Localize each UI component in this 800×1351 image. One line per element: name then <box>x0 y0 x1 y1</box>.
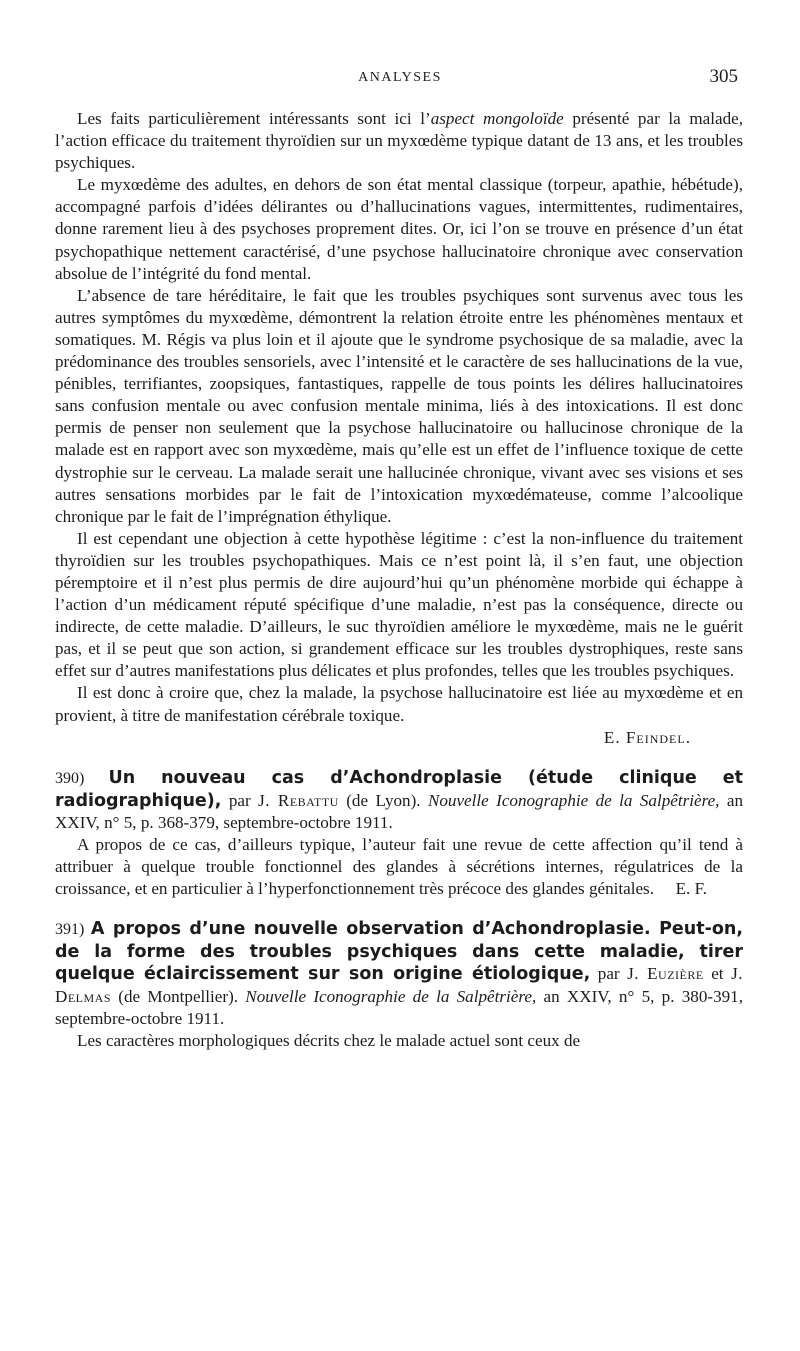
page-number: 305 <box>709 66 738 87</box>
entry-number: 391) <box>55 921 85 939</box>
entry-signature: E. F. <box>675 879 707 899</box>
paragraph: Il est donc à croire que, chez la malade, la psychose hallucinatoire est liée au myxœdème et en provient, à titre de manifestation cérébrale toxique. <box>55 683 743 725</box>
entry-title: A propos d’une nouvelle observation d’Achondroplasie. Peut-on, de la forme des troubles psychiques dans cette maladie, tirer quelque éclaircissement sur son origine étiologique, <box>55 919 743 985</box>
paragraph: Le myxœdème des adultes, en dehors de son état mental classique (torpeur, apathie, hébétude), accompagné parfois d’idées délirantes ou d’hallucinations vagues, intermittentes, rudimentaires, donne rarement lieu à des psychoses proprement dites. Or, ici l’on se trouve en présence d’un état psychopathique nettement caractérisé, d’une psychose hallucinatoire chronique avec conservation absolue de l’intégrité du fond mental. <box>55 175 743 283</box>
paragraph: Il est cependant une objection à cette hypothèse légitime : c’est la non-influence du traitement thyroïdien sur les troubles psychopathiques. Mais ce n’est point là, il s’en faut, une objection péremptoire et il n’est plus permis de dire aujourd’hui qu’un phénomène morbide qui échappe à l’action d’un médicament réputé spécifique d’une maladie, n’est pas la conséquence, directe ou indirecte, de cette maladie. D’ailleurs, le suc thyroïdien améliore le myxœdème, mais ne le guérit pas, et il se peut que son action, si grandement efficace sur les troubles dystrophiques, reste sans effet sur d’autres manifestations plus délicates et plus profondes, telles que les troubles psychiques. <box>55 528 743 681</box>
entry-author: J. Rebattu <box>258 790 339 810</box>
paragraph: Les faits particulièrement intéressants sont ici l’aspect mongoloïde présenté par la malade, l’action efficace du traitement thyroïdien sur un myxœdème typique datant de 13 ans, et les troubles psychiques. <box>55 109 743 173</box>
entry-author: J. Delmas <box>55 964 744 1006</box>
entry-journal: Nouvelle Iconographie de la Salpêtrière, <box>245 986 537 1006</box>
paragraph: L’absence de tare héréditaire, le fait que les troubles psychiques sont survenus avec tous les autres symptômes du myxœdème, démontrent la relation étroite entre les phénomènes mentaux et somatiques. M. Régis va plus loin et il ajoute que le syndrome psychosique de sa maladie, avec la prédominance des troubles sensoriels, avec l’intensité et le caractère de ses hallucinations de la vue, pénibles, terrifiantes, zoopsiques, fantastiques, rappelle de tous points les délires hallucinatoires sans confusion mentale ou avec confusion mentale minima, liés à des intoxications. Il est donc permis de penser non seulement que la psychose hallucinatoire ou hallucinose chronique de la malade est en rapport avec son myxœdème, mais qu’elle est un effet de l’influence toxique de cette dystrophie sur le cerveau. La malade serait une hallucinée chronique, vivant avec ses visions et ses autres sensations morbides par le fait de l’intoxication myxœdémateuse, comme l’alcoolique chronique par le fait de l’imprégnation éthylique. <box>55 285 743 526</box>
bibliographic-entry-390: 390) Un nouveau cas d’Achondroplasie (étude clinique et radiographique), par J. Rebattu (de Lyon). Nouvelle Iconographie de la Salpêtrière, an XXIV, n° 5, p. 368-379, septembre-octobre 1911. <box>55 767 743 832</box>
entry-abstract: Les caractères morphologiques décrits chez le malade actuel sont ceux de <box>77 1030 581 1050</box>
entry-journal: Nouvelle Iconographie de la Salpêtrière, <box>427 790 720 810</box>
running-header: ANALYSES <box>358 70 442 85</box>
entry-number: 390) <box>55 769 85 787</box>
entry-title: Un nouveau cas d’Achondroplasie (étude clinique et radiographique), <box>55 767 743 811</box>
entry-abstract: A propos de ce cas, d’ailleurs typique, l’auteur fait une revue de cette affection qu’il tend à attribuer à quelque trouble fonctionnel des glandes à sécrétions internes, régulatrices de la croissance, et en particulier à l’hyperfonctionnement très précoce des glandes génitales. E. F. <box>55 834 743 900</box>
page-body <box>55 108 743 1052</box>
author-signature: E. Feindel. <box>603 727 691 747</box>
bibliographic-entry-391: 391) A propos d’une nouvelle observation d’Achondroplasie. Peut-on, de la forme des troubles psychiques dans cette maladie, tirer quelque éclaircissement sur son origine étiologique, par J. Euzière et J. Delmas (de Montpellier). Nouvelle Iconographie de la Salpêtrière, an XXIV, n° 5, p. 380-391, septembre-octobre 1911. <box>55 919 744 1028</box>
entry-author: J. Euzière <box>627 964 704 984</box>
emphasis: aspect mongoloïde <box>430 109 564 128</box>
